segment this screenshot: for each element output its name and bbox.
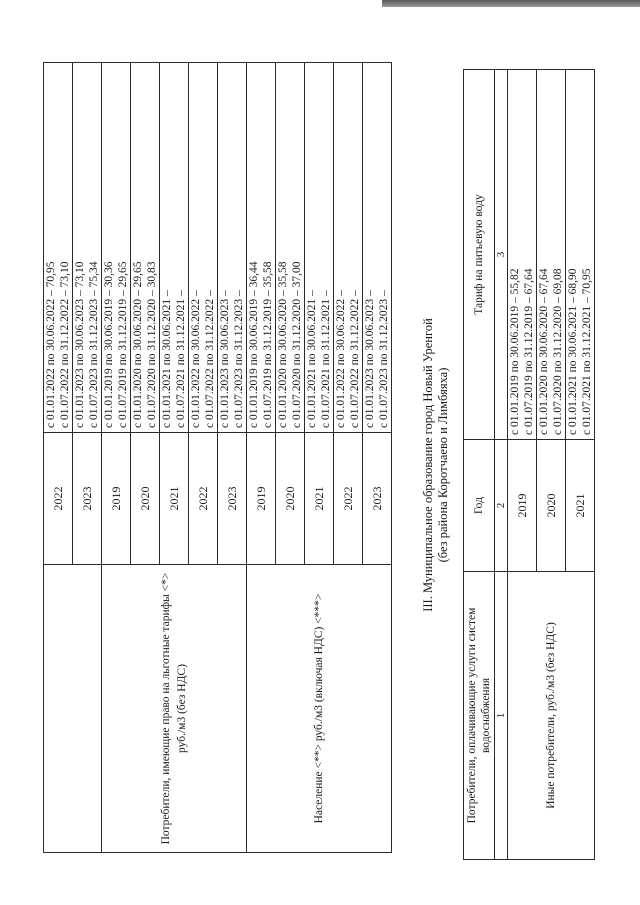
tariff-period-line: с 01.07.2021 по 31.12.2021 – <box>320 290 332 428</box>
tariff-cell <box>131 63 160 433</box>
tariff-period-line: с 01.07.2023 по 31.12.2023 – <box>378 290 390 428</box>
tariff-period-line: с 01.07.2021 по 31.12.2021 – <box>175 290 187 428</box>
tariff-cell <box>305 63 334 433</box>
tariff-cell <box>508 70 537 440</box>
tariff-period-line: с 01.01.2019 по 30.06.2019 – 30,36 <box>103 261 115 428</box>
year-cell: 2023 <box>218 433 247 565</box>
tariff-period-line: с 01.01.2021 по 30.06.2021 – <box>161 290 173 428</box>
tariff-cell <box>44 63 73 433</box>
year-cell: 2023 <box>73 433 102 565</box>
table-row <box>44 63 73 853</box>
year-cell: 2022 <box>189 433 218 565</box>
column-number: 1 <box>495 572 508 860</box>
tariff-table-continued-body <box>44 63 392 853</box>
tariff-cell <box>276 63 305 433</box>
consumer-cell-continued <box>44 565 102 853</box>
year-cell: 2019 <box>102 433 131 565</box>
tariff-cell <box>73 63 102 433</box>
tariff-period-line: с 01.01.2020 по 30.06.2020 – 35,58 <box>277 261 289 428</box>
tariff-cell <box>218 63 247 433</box>
tariff-period-line: с 01.01.2022 по 30.06.2022 – 70,95 <box>45 261 57 428</box>
table-row <box>508 70 537 860</box>
tariff-period-line: с 01.01.2023 по 30.06.2023 – 73,10 <box>74 261 86 428</box>
tariff-cell <box>102 63 131 433</box>
header-tariff: Тариф на питьевую воду <box>464 70 495 440</box>
consumer-cell: Население <**> руб./м3 (включая НДС) <***> <box>247 565 392 853</box>
table-row <box>247 63 276 853</box>
tariff-period-line: с 01.01.2019 по 30.06.2019 – 36,44 <box>248 261 260 428</box>
year-cell: 2019 <box>508 440 537 572</box>
table-row <box>102 63 131 853</box>
column-number: 2 <box>495 440 508 572</box>
tariff-cell <box>566 70 595 440</box>
tariff-period-line: с 01.07.2019 по 31.12.2019 – 29,65 <box>117 261 129 428</box>
tariff-period-line: с 01.07.2020 по 31.12.2020 – 30,83 <box>146 261 158 428</box>
tariff-cell <box>537 70 566 440</box>
tariff-period-line: с 01.01.2021 по 30.06.2021 – 68,90 <box>567 268 579 435</box>
tariff-table-novy-urengoy-body <box>508 70 595 860</box>
column-number: 3 <box>495 70 508 440</box>
tariff-period-line: с 01.01.2023 по 30.06.2023 – <box>364 290 376 428</box>
tariff-cell <box>160 63 189 433</box>
tariff-table-continued <box>43 62 392 853</box>
tariff-period-line: с 01.01.2019 по 30.06.2019 – 55,82 <box>509 268 521 435</box>
tariff-cell <box>363 63 392 433</box>
tariff-period-line: с 01.01.2021 по 30.06.2021 – <box>306 290 318 428</box>
tariff-cell <box>189 63 218 433</box>
tariff-table-novy-urengoy <box>463 69 595 860</box>
header-year: Год <box>464 440 495 572</box>
year-cell: 2020 <box>276 433 305 565</box>
tariff-period-line: с 01.01.2020 по 30.06.2020 – 29,65 <box>132 261 144 428</box>
tariff-cell <box>334 63 363 433</box>
consumer-cell: Иные потребители, руб./м3 (без НДС) <box>508 572 595 860</box>
header-consumer: Потребители, оплачивающие услуги систем водоснабжения <box>464 572 495 860</box>
tariff-cell <box>247 63 276 433</box>
tariff-period-line: с 01.01.2020 по 30.06.2020 – 67,64 <box>538 268 550 435</box>
tariff-period-line: с 01.01.2022 по 30.06.2022 – <box>190 290 202 428</box>
section-title <box>421 70 451 860</box>
tariff-period-line: с 01.07.2019 по 31.12.2019 – 35,58 <box>262 261 274 428</box>
tariff-period-line: с 01.01.2022 по 30.06.2022 – <box>335 290 347 428</box>
tariff-period-line: с 01.07.2019 по 31.12.2019 – 67,64 <box>523 268 535 435</box>
year-cell: 2020 <box>131 433 160 565</box>
section-title-line-2: (без района Коротчаево и Лимбяяха) <box>436 367 450 563</box>
tariff-period-line: с 01.07.2023 по 31.12.2023 – <box>233 290 245 428</box>
year-cell: 2022 <box>44 433 73 565</box>
tariff-period-line: с 01.01.2023 по 30.06.2023 – <box>219 290 231 428</box>
section-title-line-1: III. Муниципальное образование город Новый Уренгой <box>421 318 435 612</box>
tariff-period-line: с 01.07.2021 по 31.12.2021 – 70,95 <box>581 268 593 435</box>
tariff-period-line: с 01.07.2022 по 31.12.2022 – <box>204 290 216 428</box>
column-number-row <box>495 70 508 860</box>
year-cell: 2023 <box>363 433 392 565</box>
year-cell: 2019 <box>247 433 276 565</box>
consumer-cell: Потребители, имеющие право на льготные тарифы <*> руб./м3 (без НДС) <box>102 565 247 853</box>
year-cell: 2021 <box>566 440 595 572</box>
tariff-period-line: с 01.07.2020 по 31.12.2020 – 37,00 <box>291 261 303 428</box>
table-header-row <box>464 70 495 860</box>
year-cell: 2021 <box>305 433 334 565</box>
tariff-period-line: с 01.07.2023 по 31.12.2023 – 75,34 <box>88 261 100 428</box>
tariff-period-line: с 01.07.2020 по 31.12.2020 – 69,08 <box>552 268 564 435</box>
year-cell: 2022 <box>334 433 363 565</box>
year-cell: 2021 <box>160 433 189 565</box>
tariff-period-line: с 01.07.2022 по 31.12.2022 – 73,10 <box>59 261 71 428</box>
tariff-period-line: с 01.07.2022 по 31.12.2022 – <box>349 290 361 428</box>
year-cell: 2020 <box>537 440 566 572</box>
